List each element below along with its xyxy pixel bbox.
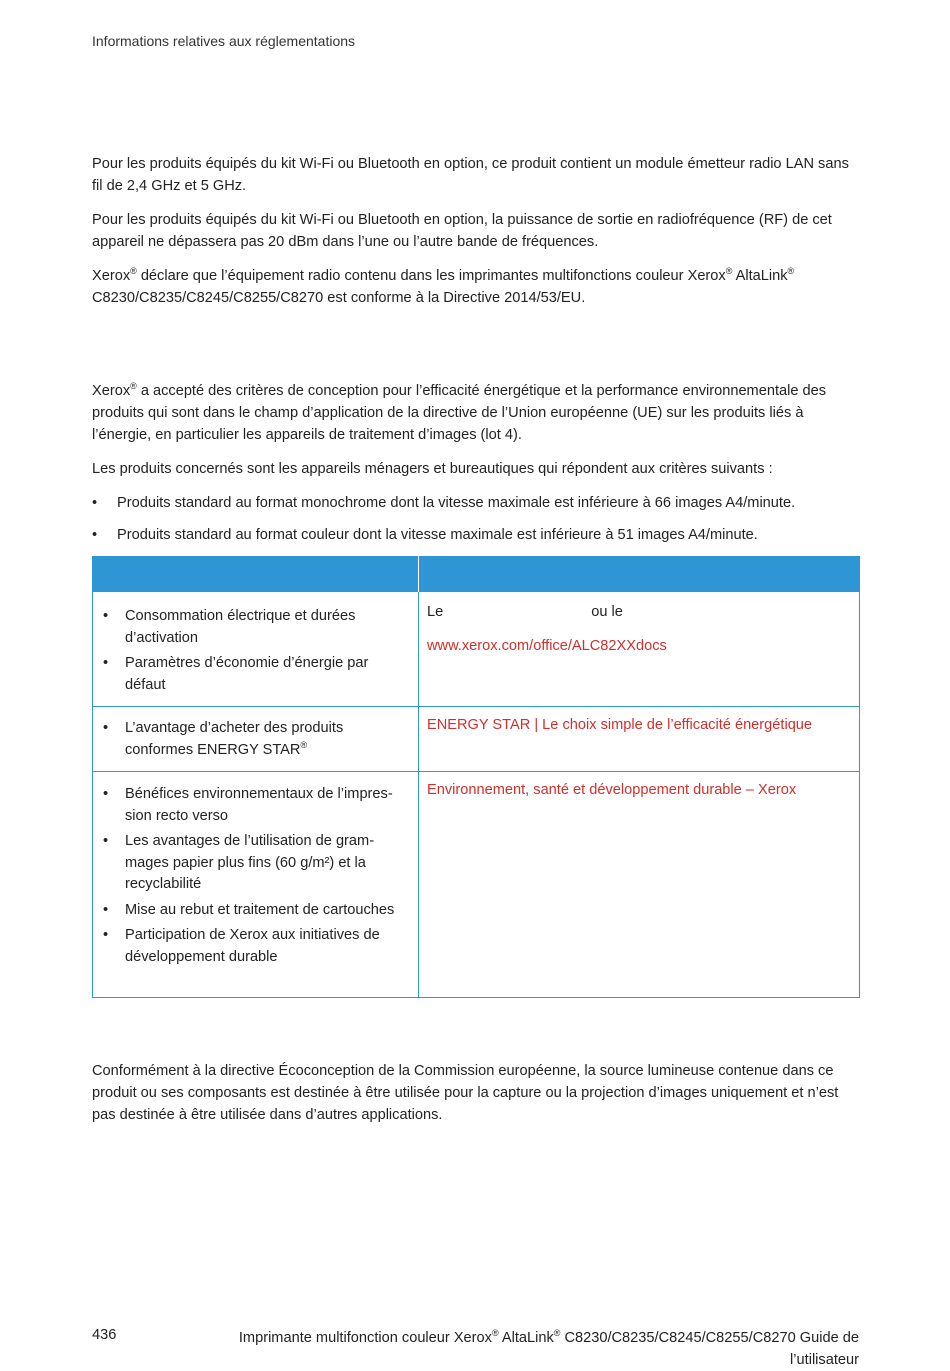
bullet-icon: • [103,927,109,943]
footer-text: Imprimante multifonction couleur Xerox [238,1330,492,1346]
list-item-text: Consommation électrique et durées d’activation [125,608,356,646]
table-cell-topics [93,592,419,707]
running-header: Informations relatives aux réglementations [92,33,356,49]
bullet-icon: • [103,901,109,918]
list-item [101,718,410,761]
list-item-text: Produits standard au format monochrome dont la vitesse maximale est inférieure à 66 images A4/minute. [117,495,796,511]
table-cell-topics [93,772,419,998]
footer-text: AltaLink [498,1330,554,1346]
radio-paragraph-3 [92,265,862,309]
bullet-icon: • [103,786,109,802]
radio-text: AltaLink [732,268,788,284]
table-cell-resources [419,592,860,707]
list-item-text: Participation de Xerox aux initiatives de développement durable [125,927,380,965]
list-item [101,653,410,696]
bullet-icon: • [103,720,109,736]
table-row [93,772,860,998]
list-item-text: L’avantage d’acheter des produits conformes ENERGY STAR [125,720,344,758]
list-item [101,606,410,649]
registered-mark: ® [130,381,137,392]
resource-spacer [427,624,851,636]
light-source-paragraph: Conformément à la directive Écoconception de la Commission européenne, la source lumineuse contenue dans ce produit ou ses composants est destinée à être utilisée pour la capture ou la projection d’images uniquement et n’est pas destinée à être utilisée dans d’autres applications. [92,1063,839,1123]
list-item [101,784,410,827]
list-item [101,831,410,896]
resource-text-part: Le [427,604,444,620]
list-item-text: Bénéfices environnementaux de l’impression recto verso [125,786,393,824]
resource-text [427,602,851,624]
ecodesign-paragraph-2: Les produits concernés sont les appareils ménagers et bureautiques qui répondent aux critères suivants : [92,461,773,477]
radio-text: C8230/C8235/C8245/C8255/C8270 est conforme à la Directive 2014/53/EU. [92,290,586,306]
energy-star-link[interactable]: ENERGY STAR | Le choix simple de l’efficacité énergétique [427,717,813,733]
table-header-row [93,556,860,592]
registered-mark: ® [553,1328,561,1339]
list-item [101,900,410,922]
registered-mark: ® [725,266,733,277]
list-item-text: Produits standard au format couleur dont la vitesse maximale est inférieure à 51 images A4/minute. [117,527,758,543]
bullet-icon: • [103,655,109,671]
table-row [93,592,860,707]
bullet-icon: • [103,608,109,624]
bullet-icon: • [103,833,109,849]
sustainability-link[interactable]: Environnement, santé et développement durable – Xerox [427,782,797,798]
list-item [101,925,410,968]
brand-xerox: Xerox [92,383,131,399]
bullet-icon: • [92,495,98,511]
radio-text: déclare que l’équipement radio contenu dans les imprimantes multifonctions couleur Xerox [136,268,726,284]
radio-paragraph-2: Pour les produits équipés du kit Wi-Fi ou Bluetooth en option, la puissance de sortie en radiofréquence (RF) de cet appareil ne dépassera pas 20 dBm dans l’une ou l’autre bande de fréquences. [92,212,832,250]
page-number: 436 [92,1327,117,1343]
ecodesign-paragraph-1 [92,380,862,446]
table-row [93,707,860,772]
list-item-text: Les avantages de l’utilisation de grammages papier plus fins (60 g/m²) et la recyclabilité [125,833,375,892]
registered-mark: ® [300,739,308,750]
resource-text-part: ou le [591,604,623,620]
footer-text: C8230/C8235/C8245/C8255/C8270 Guide de l’utilisateur [560,1330,859,1368]
table-header-cell-left [93,556,419,592]
list-item-text: Paramètres d’économie d’énergie par défaut [125,655,369,693]
table-cell-topics [93,707,419,772]
brand-xerox: Xerox [92,268,131,284]
table-cell-resources [419,707,860,772]
ecodesign-text: a accepté des critères de conception pour l’efficacité énergétique et la performance environnementale des produits qui sont dans le champ d’application de la directive de l’Union européenne (UE) sur les produits liés à l’énergie, en particulier les appareils de traitement d’images (lot 4). [92,383,827,443]
list-item-text: Mise au rebut et traitement de cartouches [125,901,395,918]
docs-link[interactable]: www.xerox.com/office/ALC82XXdocs [427,638,667,654]
footer-title [184,1327,859,1371]
registered-mark: ® [130,266,137,277]
registered-mark: ® [787,266,795,277]
table-header-cell-right [419,556,860,592]
registered-mark: ® [491,1328,499,1339]
radio-paragraph-1: Pour les produits équipés du kit Wi-Fi ou Bluetooth en option, ce produit contient un module émetteur radio LAN sans fil de 2,4 GHz et 5 GHz. [92,156,849,194]
table-cell-resources [419,772,860,998]
ecodesign-info-table [92,556,860,998]
bullet-icon: • [92,527,98,543]
